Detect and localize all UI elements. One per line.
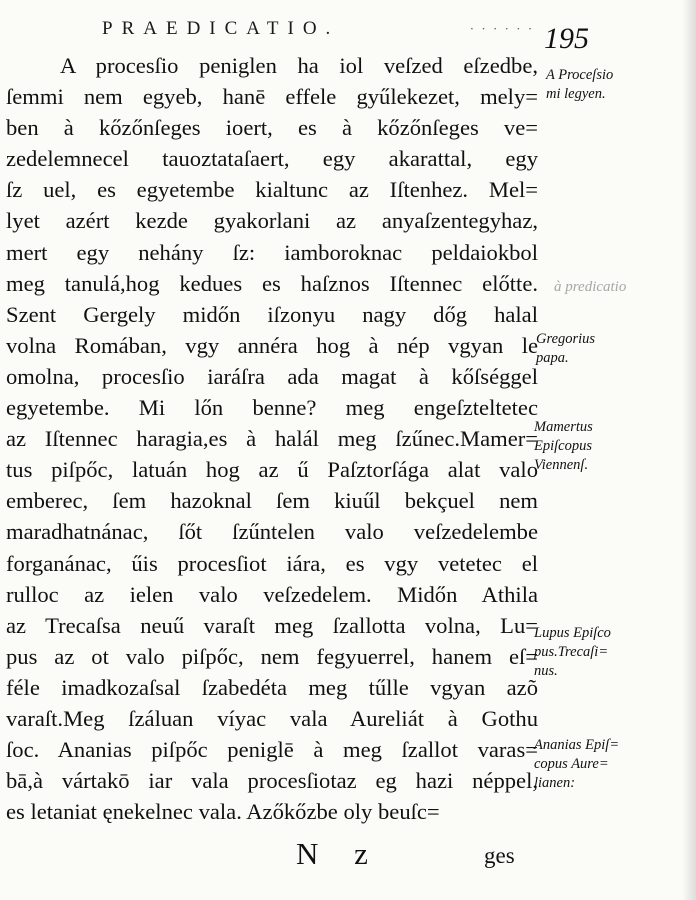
body-line: mert egy nehány ſz: iamboroknac peldaiokbol — [6, 239, 538, 265]
body-line: ben à kőzőnſeges ioert, es à kőzőnſeges ve= — [6, 115, 538, 141]
body-text — [6, 50, 538, 827]
body-line: Szent Gergely midőn iſzonyu nagy dőg halal — [6, 301, 538, 327]
margin-note-line: Epiſcopus — [534, 438, 592, 454]
body-line: lyet azért kezde gyakorlani az anyaſzentegyhaz, — [6, 208, 538, 234]
margin-note-lupus — [534, 624, 611, 681]
body-line: féle imadkozaſsal ſzabedéta meg tűlle vgyan azõ — [6, 674, 538, 700]
running-head: PRAEDICATIO. — [102, 18, 340, 39]
margin-note-ananias — [534, 736, 619, 793]
body-line: rulloc az ielen valo veſzedelem. Midőn Athila — [6, 581, 538, 607]
body-line: egyetembe. Mi lőn benne? meg engeſzteltetec — [6, 395, 538, 421]
margin-note-mamertus — [534, 418, 593, 475]
body-line: az Trecaſsa neuű varaſt meg ſzallotta volna, Lu= — [6, 612, 538, 638]
body-line: forganánac, űis procesſiot iára, es vgy vetetec el — [6, 550, 538, 576]
margin-note-line: lianen: — [534, 775, 576, 791]
body-line: A procesſio peniglen ha iol veſzed eſzedbe, — [60, 53, 538, 78]
header-dots: · · · · · · — [470, 22, 534, 36]
margin-note-procession — [546, 66, 613, 104]
catchword: ges — [484, 843, 515, 868]
page-number: 195 — [544, 22, 589, 55]
body-line: ſoc. Ananias piſpőc peniglē à meg ſzallot varas= — [6, 737, 538, 763]
body-line: az Iſtennec haragia,es à halál meg ſzűnec.Mamer= — [6, 426, 538, 452]
margin-note-line: nus. — [534, 663, 558, 679]
margin-note-line: Gregorius — [536, 331, 596, 347]
margin-note-line: mi legyen. — [546, 86, 606, 102]
body-line: zedelemnecel tauoztataſaert, egy akarattal, egy — [6, 146, 538, 172]
margin-note-line: pus.Trecaſi= — [534, 644, 609, 660]
body-line: ſemmi nem egyeb, hanē effele gyűlekezet, mely= — [6, 84, 538, 110]
body-line: bā,à vártakō iar vala procesſiotaz eg hazi néppel, — [6, 768, 538, 794]
body-line: omolna, procesſio iaráſra ada magat à kőſséggel — [6, 363, 538, 389]
signature-mark: N z — [296, 836, 382, 871]
body-line: ſz uel, es egyetembe kialtunc az Iſtenhez. Mel= — [6, 177, 538, 203]
margin-note-line: Lupus Epiſco — [534, 625, 611, 641]
body-line: tus piſpőc, latuán hog az ű Paſztorſága alat valo — [6, 457, 538, 483]
margin-note-line: A Proceſsio — [546, 67, 614, 83]
margin-note-line: Ananias Epiſ= — [534, 737, 620, 753]
margin-note-line: à predicatio — [554, 279, 627, 295]
margin-notes — [532, 0, 692, 900]
margin-note-line: Viennenſ. — [534, 457, 589, 473]
margin-note-faint — [554, 278, 626, 297]
body-line: meg tanulá,hog kedues es haſznos Iſtennec előtte. — [6, 270, 538, 296]
body-line: volna Romában, vgy annéra hog à nép vgyan le — [6, 332, 538, 358]
margin-note-line: papa. — [536, 350, 569, 366]
body-line: pus az ot valo piſpőc, nem fegyuerrel, hanem eſ= — [6, 643, 538, 669]
margin-note-gregorius — [536, 330, 595, 368]
margin-note-line: copus Aure= — [534, 756, 609, 772]
margin-note-line: Mamertus — [534, 419, 593, 435]
body-line: es letaniat ęnekelnec vala. Azőkőzbe oly beuſc= — [6, 799, 440, 825]
body-line: varaſt.Meg ſzáluan víyac vala Aureliát à Gothu — [6, 705, 538, 731]
body-line: emberec, ſem hazoknal ſem kiuűl bekçuel nem — [6, 488, 538, 514]
body-line: maradhatnánac, ſőt ſzűntelen valo veſzedelembe — [6, 519, 538, 545]
